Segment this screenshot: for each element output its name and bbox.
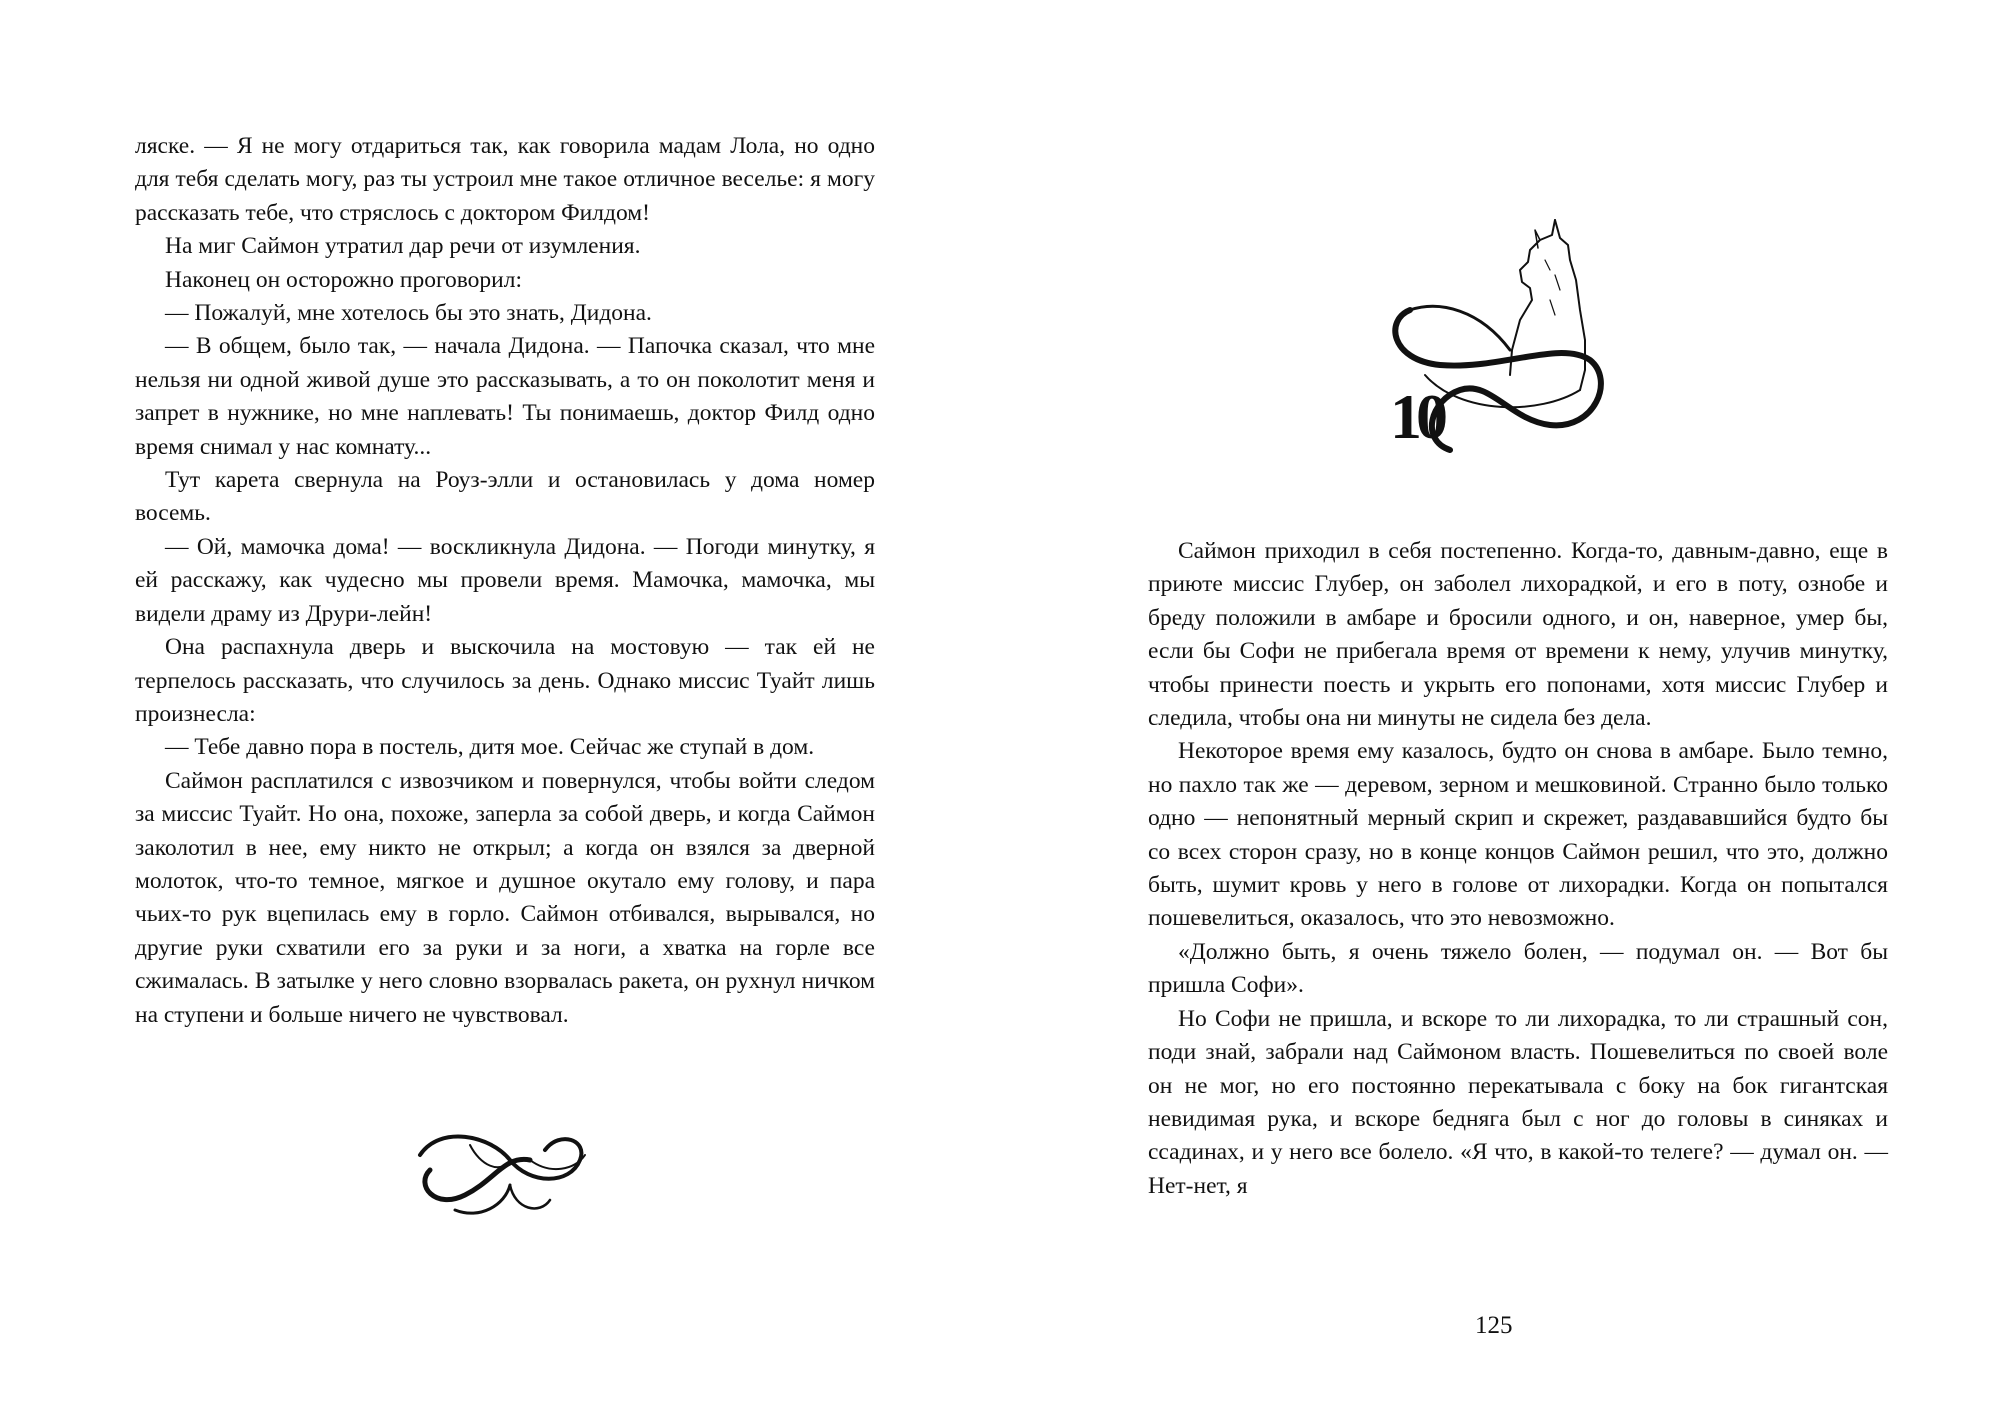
right-page (1000, 0, 2000, 1411)
paragraph: На миг Саймон утратил дар речи от изумления. (165, 233, 641, 260)
paragraph: — Тебе давно пора в постель, дитя мое. Сейчас же ступай в дом. (165, 734, 815, 761)
right-page-text (1148, 535, 1888, 1203)
paragraph: Саймон расплатился с извозчиком и повернулся, чтобы войти следом за миссис Туайт. Но она, похоже, заперла за собой дверь, и когда Саймон заколотил в нее, ему никто не открыл; а когда он взялся за дверной молоток, что-то темное, мягкое и душное окутало ему голову, и пара чьих-то рук вцепилась ему в горло. Саймон отбивался, вырывался, но другие руки схватили его за руки и за ноги, а хватка на горле все сжималась. В затылке у него словно взорвалась ракета, он рухнул ничком на ступени и больше ничего не чувствовал. (135, 767, 875, 1028)
page-number: 125 (1475, 1312, 1513, 1339)
paragraph: Саймон приходил в себя постепенно. Когда-то, давным-давно, еще в приюте миссис Глубер, он заболел лихорадкой, и его в поту, ознобе и бреду положили в амбаре и бросили одного, и он, наверное, умер бы, если бы Софи не прибегала время от времени к нему, улучив минутку, чтобы принести поесть и укрыть его попонами, хотя миссис Глубер и следила, чтобы она ни минуты не сидела без дела. (1148, 538, 1888, 732)
paragraph: Она распахнула дверь и выскочила на мостовую — так ей не терпелось рассказать, что случилось за день. Однако миссис Туайт лишь произнесла: (135, 634, 875, 727)
paragraph: — В общем, было так, — начала Дидона. — Папочка сказал, что мне нельзя ни одной живой душе это рассказывать, а то он поколотит меня и запрет в нужнике, но мне наплевать! Ты понимаешь, доктор Филд одно время снимал у нас комнату... (135, 333, 875, 460)
left-page-text (135, 130, 875, 1032)
paragraph: ляске. — Я не могу отдариться так, как говорила мадам Лола, но одно для тебя сделать могу, раз ты устроил мне такое отличное веселье: я могу рассказать тебе, что стряслось с доктором Филдом! (135, 133, 875, 226)
paragraph: «Должно быть, я очень тяжело болен, — подумал он. — Вот бы пришла Софи». (1148, 938, 1888, 999)
paragraph: — Пожалуй, мне хотелось бы это знать, Дидона. (165, 300, 652, 327)
paragraph: Наконец он осторожно проговорил: (165, 266, 523, 293)
chapter-number: 10 (1390, 381, 1442, 452)
paragraph: — Ой, мамочка дома! — воскликнула Дидона. — Погоди минутку, я ей расскажу, как чудесно мы провели время. Мамочка, мамочка, мы видели драму из Друри-лейн! (135, 533, 875, 627)
paragraph: Но Софи не пришла, и вскоре то ли лихорадка, то ли страшный сон, поди знай, забрали над Саймоном власть. Пошевелиться по своей воле он не мог, но его постоянно перекатывала с боку на бок гигантская невидимая рука, и вскоре бедняга был с ног до головы в синяках и ссадинах, и у него все болело. «Я что, в какой-то телеге? — думал он. — Нет-нет, я (1148, 1005, 1888, 1199)
flourish-ornament-icon (410, 1115, 595, 1225)
paragraph: Тут карета свернула на Роуз-элли и остановилась у дома номер восемь. (135, 467, 875, 527)
paragraph: Некоторое время ему казалось, будто он снова в амбаре. Было темно, но пахло так же — деревом, зерном и мешковиной. Странно было только одно — непонятный мерный скрип и скрежет, раздававшийся будто бы со всех сторон сразу, но в конце концов Саймон решил, что это, должно быть, шумит кровь у него в голове от лихорадки. Когда он попытался пошевелиться, оказалось, что это невозможно. (1148, 738, 1888, 932)
